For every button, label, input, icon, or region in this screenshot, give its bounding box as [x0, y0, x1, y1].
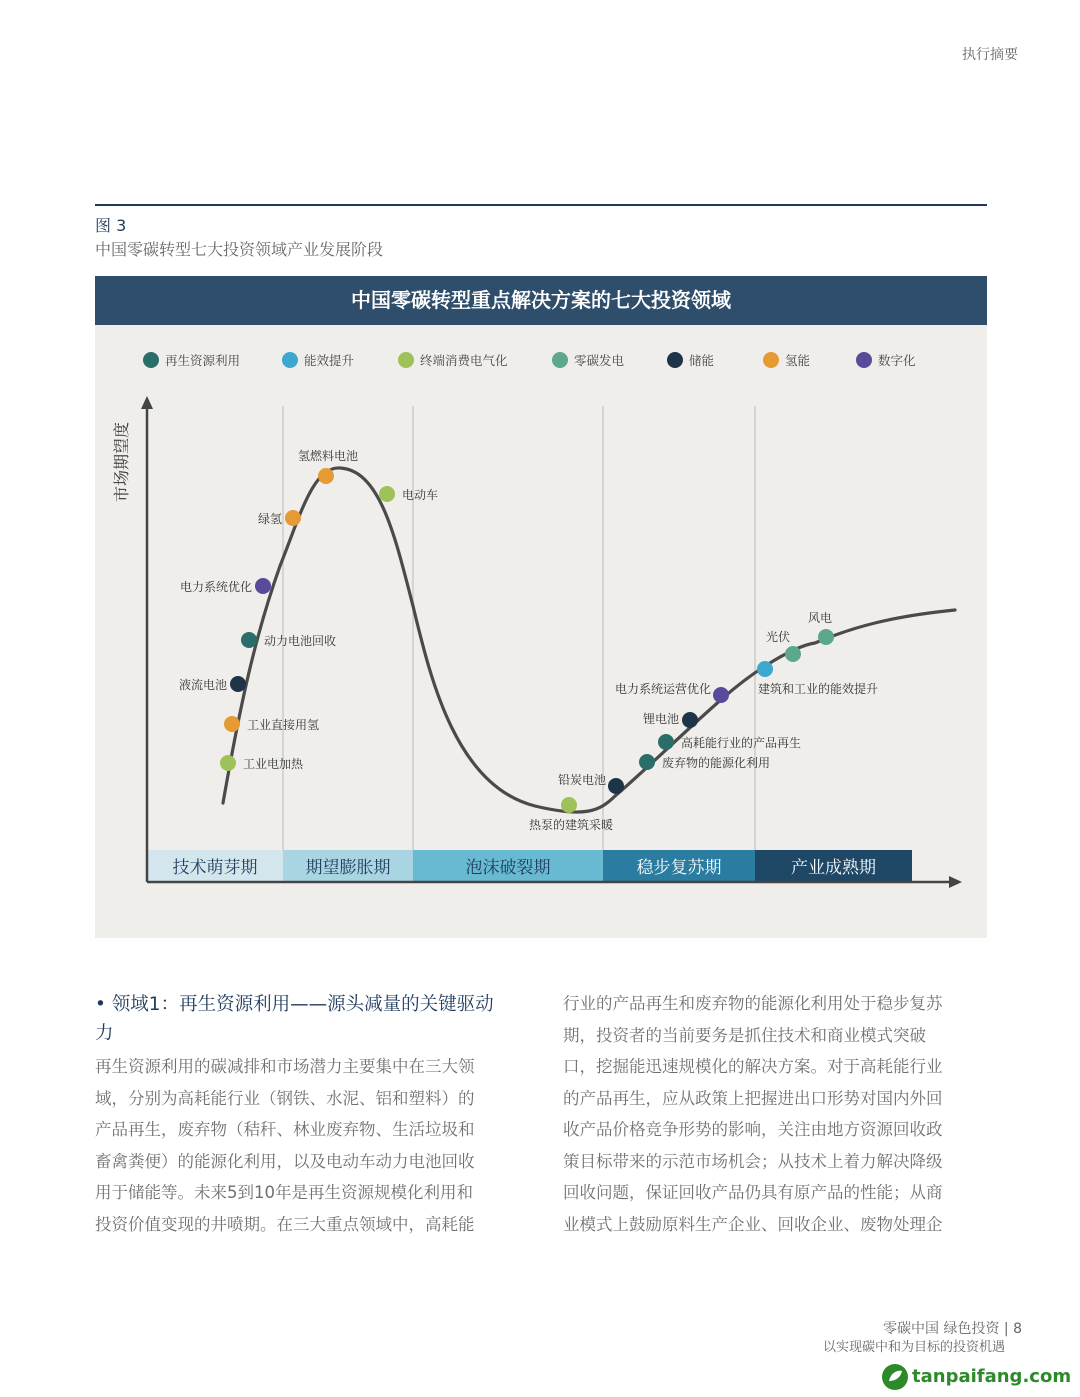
phase-label: 稳步复苏期 [636, 858, 722, 878]
section-heading: • 领域1：再生资源利用——源头减量的关键驱动力 [95, 994, 494, 1044]
legend-marker [552, 352, 568, 368]
curve-point-label: 风电 [807, 611, 833, 625]
y-axis-arrow [141, 396, 153, 409]
footer-subtitle: 以实现碳中和为目标的投资机遇 [822, 1340, 1005, 1355]
body-line: 用于储能等。未来5到10年是再生资源规模化利用和 [95, 1183, 473, 1202]
legend-label: 零碳发电 [574, 353, 625, 368]
curve-point [561, 797, 577, 813]
curve-point [713, 687, 729, 703]
phase-label: 技术萌芽期 [172, 858, 258, 878]
curve-point [785, 646, 801, 662]
body-line: 策目标带来的示范市场机会；从技术上着力解决降级 [563, 1151, 943, 1171]
body-line: 口，挖掘能迅速规模化的解决方案。对于高耗能行业 [563, 1057, 943, 1076]
curve-point-label: 锂电池 [642, 712, 679, 726]
legend-marker [398, 352, 414, 368]
legend-label: 能效提升 [304, 353, 355, 368]
curve-point [682, 712, 698, 728]
running-header: 执行摘要 [962, 47, 1018, 63]
phase-label: 产业成熟期 [791, 858, 876, 878]
body-line: 收产品价格竞争形势的影响，关注由地方资源回收政 [563, 1120, 943, 1139]
watermark-text: tanpaifang.com [912, 1366, 1072, 1387]
hype-cycle-chart [95, 276, 987, 938]
body-line: 行业的产品再生和废弃物的能源化利用处于稳步复苏 [563, 994, 943, 1013]
legend-label: 数字化 [878, 353, 916, 368]
body-line: 再生资源利用的碳减排和市场潜力主要集中在三大领 [95, 1057, 475, 1076]
legend-marker [282, 352, 298, 368]
legend-marker [143, 352, 159, 368]
body-line: 的产品再生，应从政策上把握进出口形势对国内外回 [563, 1088, 943, 1108]
curve-point-label: 废弃物的能源化利用 [662, 756, 771, 770]
curve-point-label: 绿氢 [257, 512, 282, 526]
curve-point [220, 755, 236, 771]
curve-point [224, 716, 240, 732]
legend-marker [856, 352, 872, 368]
curve-point-label: 电动车 [402, 488, 439, 502]
body-line: 域，分别为高耗能行业（钢铁、水泥、铝和塑料）的 [95, 1088, 475, 1108]
phase-label: 期望膨胀期 [305, 858, 391, 878]
curve-point-label: 光伏 [765, 630, 791, 644]
curve-point [658, 734, 674, 750]
figure-caption: 中国零碳转型七大投资领域产业发展阶段 [95, 240, 384, 259]
curve-point-label: 电力系统运营优化 [614, 682, 711, 696]
curve-point [230, 676, 246, 692]
watermark-logo-icon [880, 1362, 910, 1392]
curve-point-label: 工业电加热 [243, 757, 304, 771]
legend-label: 储能 [689, 353, 715, 368]
figure-title: 中国零碳转型重点解决方案的七大投资领域 [95, 276, 987, 325]
curve-point-label: 热泵的建筑采暖 [528, 818, 614, 832]
curve-point [818, 629, 834, 645]
curve-point-label: 高耗能行业的产品再生 [681, 736, 802, 750]
curve-point-label: 工业直接用氢 [247, 718, 320, 732]
legend-marker [763, 352, 779, 368]
curve-point [241, 632, 257, 648]
legend-label: 再生资源利用 [165, 353, 241, 368]
footer-title: 零碳中国 绿色投资 | 8 [883, 1321, 1022, 1337]
body-line: 产品再生，废弃物（秸秆、林业废弃物、生活垃圾和 [95, 1120, 475, 1139]
curve-point-label: 动力电池回收 [264, 634, 337, 648]
curve-point [757, 661, 773, 677]
body-line: 回收问题，保证回收产品仍具有原产品的性能；从商 [563, 1183, 943, 1202]
figure-panel [95, 276, 987, 938]
body-line: 业模式上鼓励原料生产企业、回收企业、废物处理企 [563, 1214, 943, 1234]
curve-point [318, 468, 334, 484]
curve-point-label: 电力系统优化 [179, 580, 252, 594]
curve-point [379, 486, 395, 502]
curve-point-label: 氢燃料电池 [297, 449, 359, 463]
curve-point [639, 754, 655, 770]
curve-point-label: 液流电池 [178, 678, 227, 692]
phase-label: 泡沫破裂期 [465, 858, 551, 878]
body-column-right [563, 988, 981, 1240]
x-axis-arrow [949, 876, 962, 888]
legend-label: 氢能 [785, 353, 811, 368]
legend-marker [667, 352, 683, 368]
body-line: 期，投资者的当前要务是抓住技术和商业模式突破 [563, 1025, 926, 1045]
curve-point-label: 铅炭电池 [557, 773, 607, 787]
curve-point [285, 510, 301, 526]
y-axis-label: 市场期望度 [112, 421, 131, 503]
header-rule [95, 204, 987, 206]
figure-label: 图 3 [95, 216, 127, 235]
curve-point [255, 578, 271, 594]
body-line: 投资价值变现的井喷期。在三大重点领域中，高耗能 [95, 1214, 475, 1234]
curve-point-label: 建筑和工业的能效提升 [758, 682, 879, 696]
body-column-left [95, 1051, 507, 1240]
legend-label: 终端消费电气化 [420, 353, 508, 368]
body-line: 畜禽粪便）的能源化利用，以及电动车动力电池回收 [95, 1151, 475, 1171]
curve-point [608, 778, 624, 794]
